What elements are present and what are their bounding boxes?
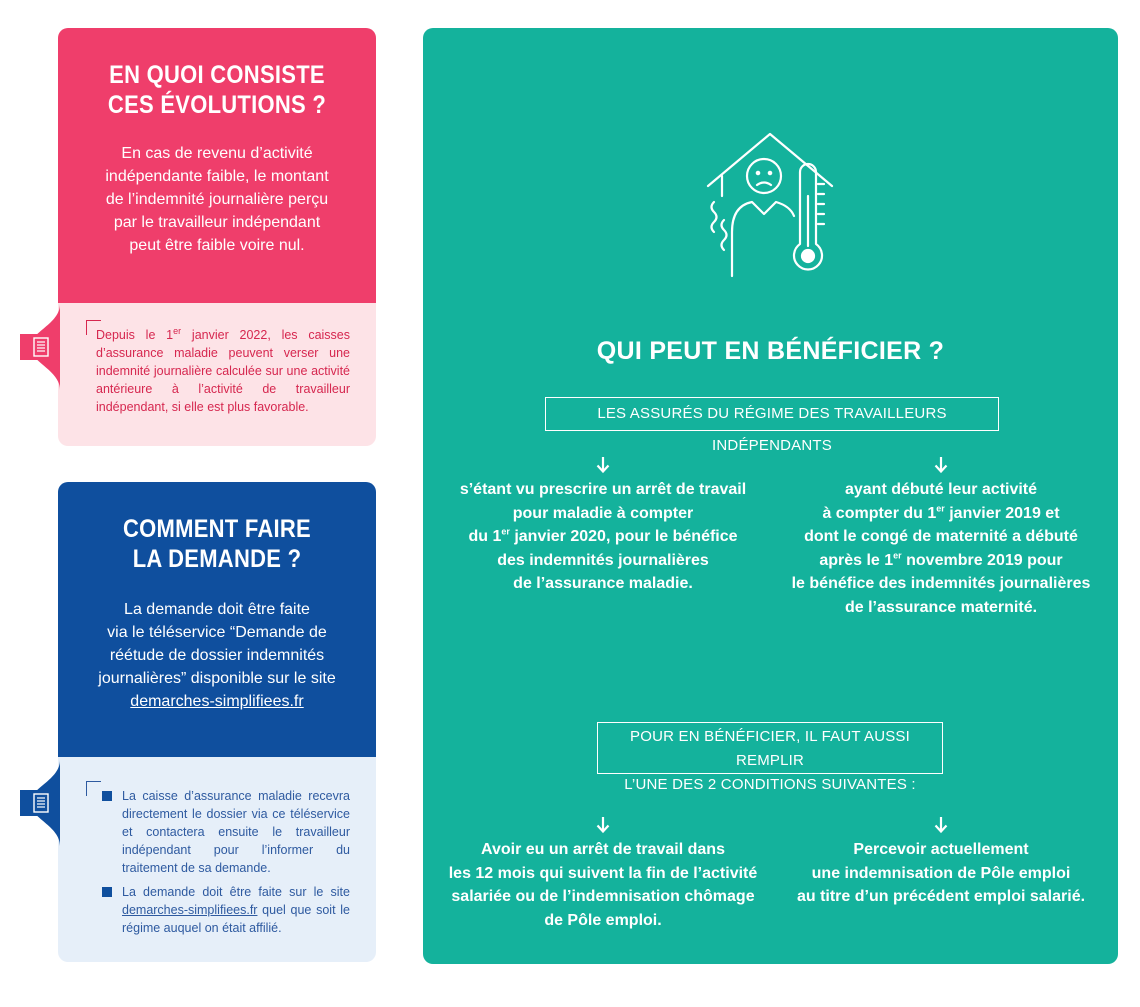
- evolutions-card: [58, 28, 376, 446]
- demande-body: [86, 598, 348, 713]
- bullet-text: La caisse d’assurance maladie recevra directement le dossier via ce téléservice et contactera ensuite le travailleur indépendant pour l’informer du traitement de sa demande.: [122, 789, 350, 875]
- col-sup: er: [893, 550, 902, 561]
- col-line: [781, 502, 1101, 526]
- note-text: Depuis le 1: [96, 328, 174, 342]
- col-line: les 12 mois qui suivent la fin de l’activité: [448, 864, 758, 882]
- evolutions-body-line: indépendante faible, le montant: [105, 168, 329, 185]
- col-line: une indemnisation de Pôle emploi: [811, 864, 1071, 882]
- demarches-link[interactable]: demarches-simplifiees.fr: [130, 693, 304, 710]
- col-line: de Pôle emploi.: [544, 911, 662, 929]
- list-item: [102, 787, 350, 877]
- list-item: [102, 883, 350, 937]
- col-text: après le 1: [819, 551, 894, 569]
- col-line: de l’assurance maladie.: [513, 575, 693, 592]
- evolutions-title-line2: CES ÉVOLUTIONS ?: [107, 91, 327, 119]
- document-icon: [20, 304, 60, 390]
- col-line: des indemnités journalières: [497, 551, 709, 569]
- arrow-down-icon: [596, 456, 610, 474]
- condition-maternite: [781, 456, 1101, 619]
- evolutions-body: [86, 142, 348, 257]
- bullet-text: quel que soit le régime auquel on était affilié.: [122, 903, 350, 935]
- square-bullet-icon: [102, 791, 112, 801]
- evolutions-body-line: peut être faible voire nul.: [129, 237, 305, 254]
- col-line: pour maladie à compter: [512, 504, 694, 522]
- col-line: Percevoir actuellement: [853, 841, 1029, 858]
- col-text: novembre 2019 pour: [901, 551, 1063, 569]
- col-line: dont le congé de maternité a débuté: [804, 528, 1078, 545]
- note-text: janvier 2022, les caisses d’assurance maladie peuvent verser une indemnité journalière calculée sur une activité antérieure à l’activité de travailleur indépendant, si elle est plus favorable.: [96, 328, 350, 414]
- demande-body-line: via le téléservice “Demande de: [107, 624, 327, 641]
- col-text: janvier 2019 et: [944, 504, 1060, 522]
- beneficiaires-panel: [423, 28, 1118, 964]
- col-line: Avoir eu un arrêt de travail dans: [481, 841, 725, 858]
- col-text: à compter du 1: [822, 504, 937, 522]
- col-line: [443, 525, 763, 549]
- arrow-down-icon: [934, 456, 948, 474]
- conditions-box-line2: L’UNE DES 2 CONDITIONS SUIVANTES :: [624, 776, 916, 793]
- demande-body-line: réétude de dossier indemnités: [109, 647, 325, 664]
- assures-box: LES ASSURÉS DU RÉGIME DES TRAVAILLEURS INDÉPENDANTS: [545, 397, 999, 431]
- evolutions-body-line: de l’indemnité journalière perçu: [105, 191, 329, 208]
- note-bracket: [86, 320, 101, 335]
- demande-note: [102, 787, 350, 943]
- arrow-down-icon: [596, 816, 610, 834]
- col-sup: er: [936, 503, 945, 514]
- sick-person-house-thermometer-icon: [704, 128, 844, 288]
- evolutions-title-line1: EN QUOI CONSISTE: [109, 61, 325, 89]
- demande-card: [58, 482, 376, 962]
- document-icon: [20, 760, 60, 846]
- evolutions-note: [96, 326, 350, 416]
- note-sup: er: [173, 325, 182, 336]
- col-line: au titre d’un précédent emploi salarié.: [796, 888, 1086, 905]
- col-sup: er: [501, 526, 510, 537]
- arrow-down-icon: [934, 816, 948, 834]
- condition-maladie: [443, 456, 763, 596]
- condition-pole-emploi: [781, 816, 1101, 909]
- evolutions-title: [77, 60, 357, 120]
- col-text: janvier 2020, pour le bénéfice: [509, 528, 738, 545]
- square-bullet-icon: [102, 887, 112, 897]
- demande-title: [77, 514, 357, 574]
- demande-title-line1: COMMENT FAIRE: [123, 515, 311, 543]
- col-line: le bénéfice des indemnités journalières: [791, 575, 1091, 592]
- conditions-box-line1: POUR EN BÉNÉFICIER, IL FAUT AUSSI REMPLIR: [630, 728, 910, 769]
- demande-body-line: La demande doit être faite: [124, 601, 310, 618]
- col-line: s’étant vu prescrire un arrêt de travail: [459, 481, 747, 498]
- demande-card-header: [58, 482, 376, 757]
- demande-title-line2: LA DEMANDE ?: [132, 545, 302, 573]
- conditions-box: [597, 722, 943, 793]
- demande-bullets: [102, 787, 350, 937]
- note-bracket: [86, 781, 101, 796]
- demande-body-line: journalières” disponible sur le site: [98, 670, 336, 687]
- evolutions-body-line: par le travailleur indépendant: [113, 214, 321, 231]
- beneficiaires-heading: QUI PEUT EN BÉNÉFICIER ?: [596, 337, 945, 365]
- condition-arret: [443, 816, 763, 932]
- demarches-link[interactable]: demarches-simplifiees.fr: [122, 903, 258, 917]
- col-line: ayant débuté leur activité: [844, 481, 1038, 498]
- col-text: du 1: [468, 528, 502, 545]
- col-line: salariée ou de l’indemnisation chômage: [451, 888, 755, 905]
- col-line: [781, 549, 1101, 573]
- bullet-text: La demande doit être faite sur le site: [122, 885, 350, 899]
- evolutions-body-line: En cas de revenu d’activité: [121, 145, 313, 162]
- evolutions-card-header: [58, 28, 376, 303]
- col-line: de l’assurance maternité.: [844, 598, 1038, 616]
